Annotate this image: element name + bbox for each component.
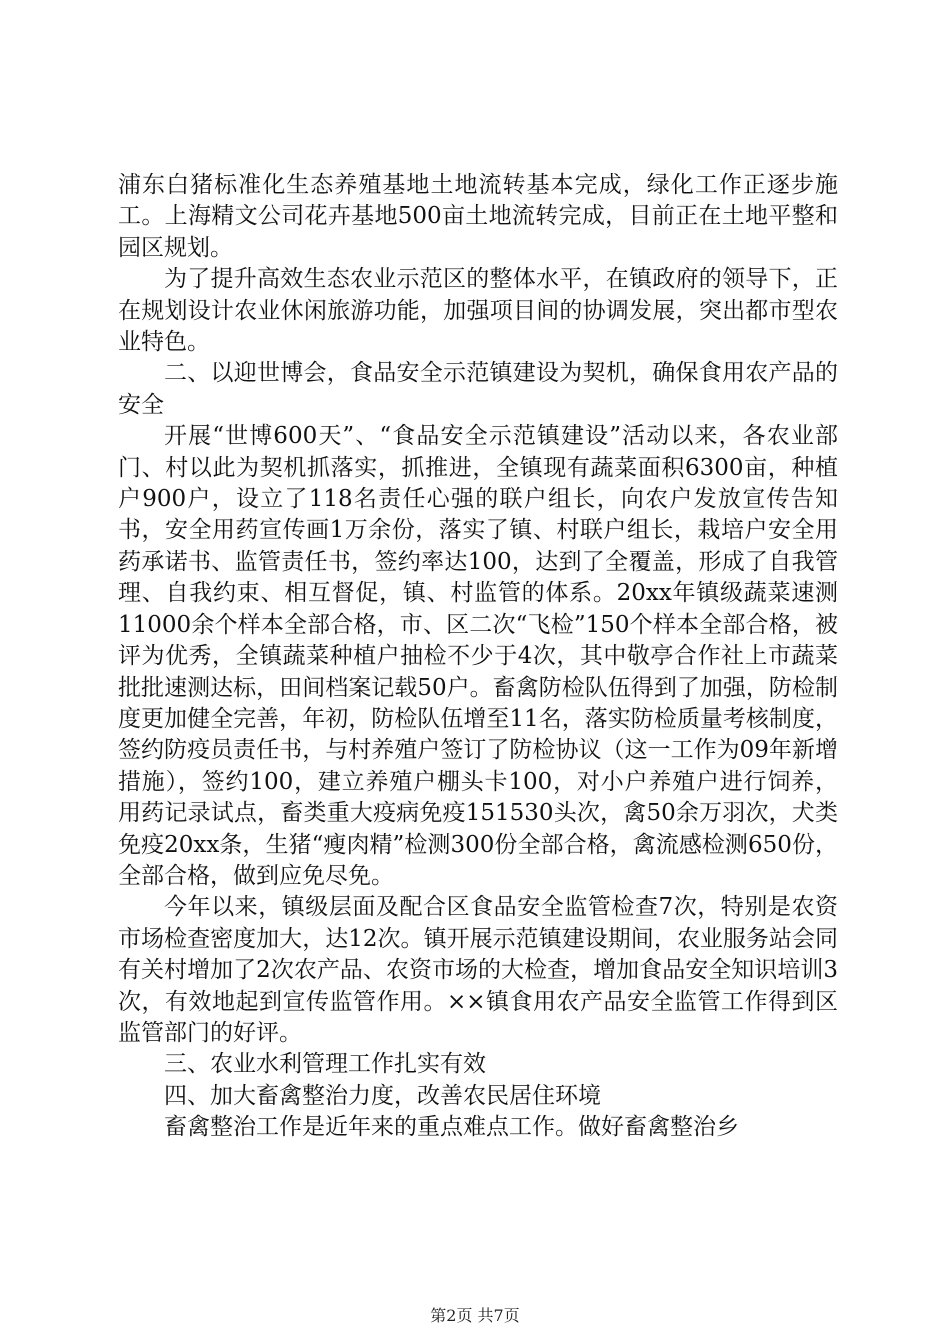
paragraph-1: 浦东白猪标准化生态养殖基地土地流转基本完成，绿化工作正逐步施工。上海精文公司花卉基地500亩土地流转完成，目前正在土地平整和园区规划。 [118,172,838,261]
paragraph-5: 畜禽整治工作是近年来的重点难点工作。做好畜禽整治乡 [164,1114,739,1141]
section-heading-2: 二、以迎世博会，食品安全示范镇建设为契机，确保食用农产品的安全 [118,360,838,418]
section-heading-4: 四、加大畜禽整治力度，改善农民居住环境 [164,1082,601,1109]
page-footer: 第2页 共7页 [430,1306,520,1325]
body-text [118,170,838,1144]
paragraph-3: 开展“世博600天”、“食品安全示范镇建设”活动以来，各农业部门、村以此为契机抓落实，抓推进，全镇现有蔬菜面积6300亩，种植户900户，设立了118名责任心强的联户组长，向农户发放宣传告知书，安全用药宣传画1万余份，落实了镇、村联户组长，栽培户安全用药承诺书、监管责任书，签约率达100，达到了全覆盖，形成了自我管理、自我约束、相互督促，镇、村监管的体系。20xx年镇级蔬菜速测11000余个样本全部合格，市、区二次“飞检”150个样本全部合格，被评为优秀，全镇蔬菜种植户抽检不少于4次，其中敬亭合作社上市蔬菜批批速测达标，田间档案记载50户。畜禽防检队伍得到了加强，防检制度更加健全完善，年初，防检队伍增至11名，落实防检质量考核制度，签约防疫员责任书，与村养殖户签订了防检协议（这一工作为09年新增措施），签约100，建立养殖户棚头卡100，对小户养殖户进行饲养，用药记录试点，畜类重大疫病免疫151530头次，禽50余万羽次，犬类免疫20xx条，生猪“瘦肉精”检测300份全部合格，禽流感检测650份，全部合格，做到应免尽免。 [118,423,838,889]
section-heading-3: 三、农业水利管理工作扎实有效 [164,1051,486,1078]
paragraph-4: 今年以来，镇级层面及配合区食品安全监管检查7次，特别是农资市场检查密度加大，达12次。镇开展示范镇建设期间，农业服务站会同有关村增加了2次农产品、农资市场的大检查，增加食品安全知识培训3次，有效地起到宣传监管作用。××镇食用农产品安全监管工作得到区监管部门的好评。 [118,894,838,1046]
paragraph-2: 为了提升高效生态农业示范区的整体水平，在镇政府的领导下，正在规划设计农业休闲旅游功能，加强项目间的协调发展，突出都市型农业特色。 [118,266,838,356]
